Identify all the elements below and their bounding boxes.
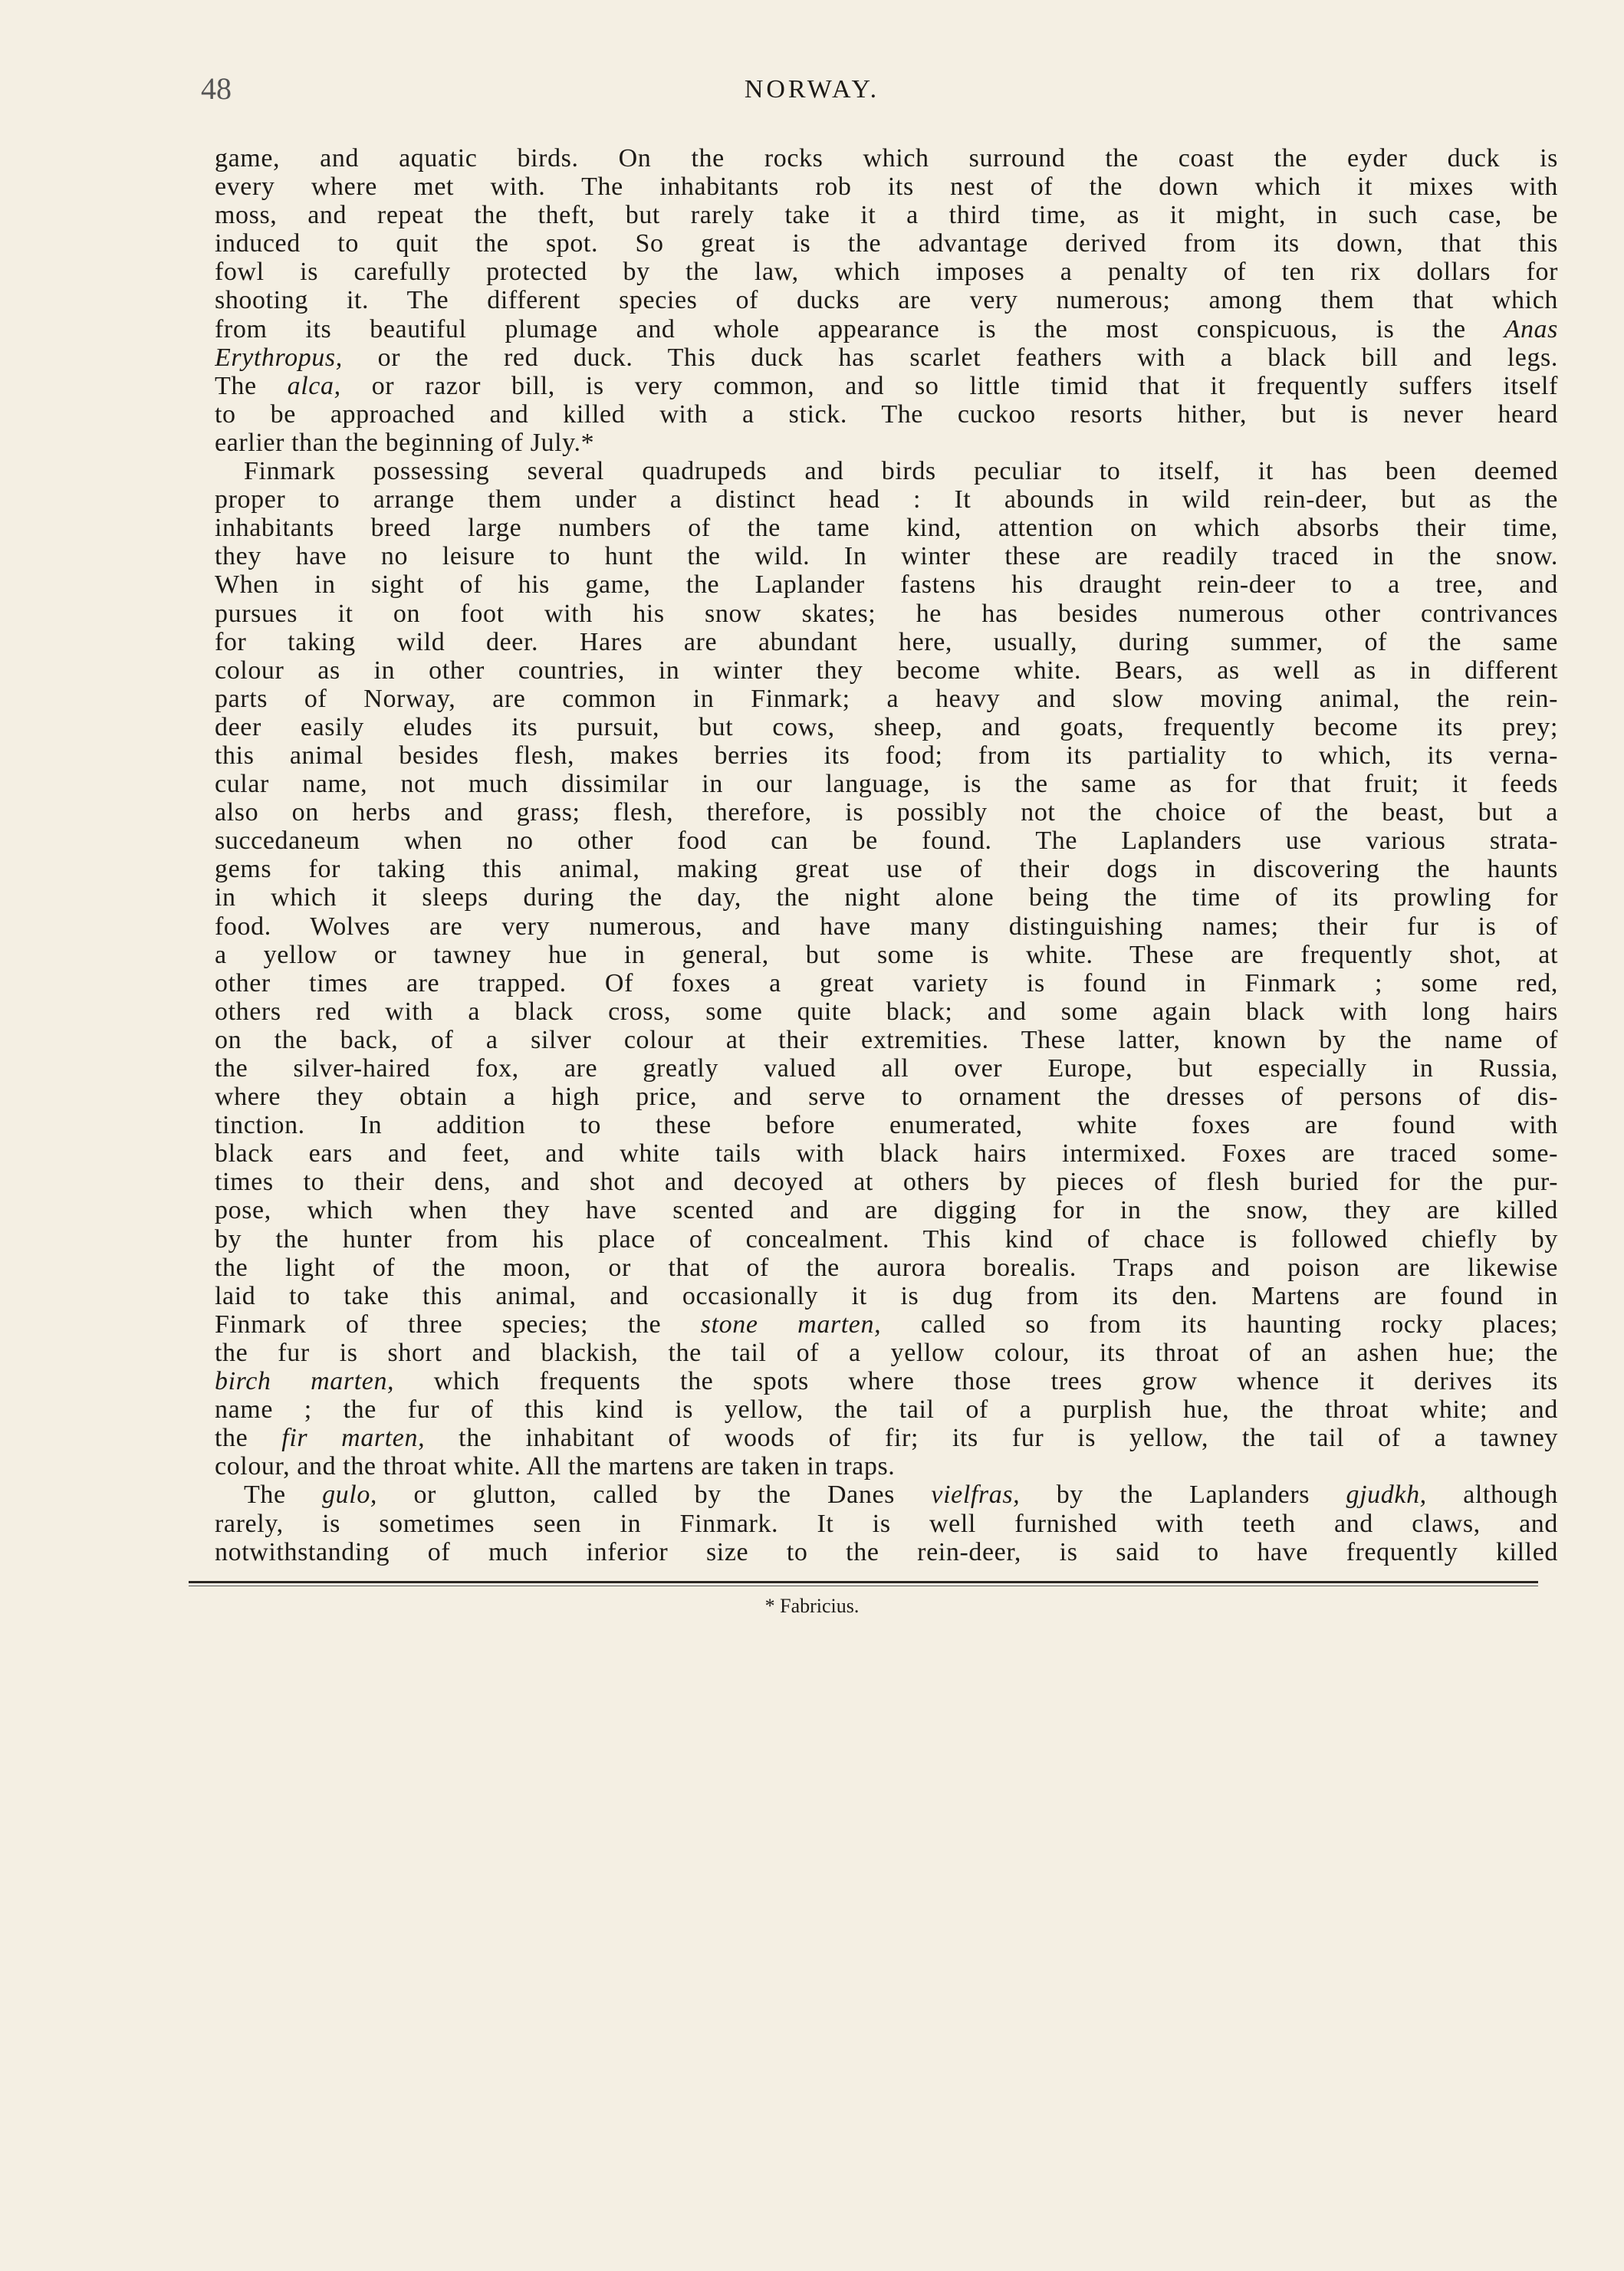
text-segment: parts of Norway, are common in Finmark; a heavy and slow moving animal, the rein-	[215, 684, 1558, 713]
text-line	[215, 1196, 1558, 1224]
text-line	[215, 1452, 1558, 1481]
text-line	[215, 542, 1558, 570]
text-segment: Finmark possessing several quadrupeds and birds peculiar to itself, it has been deemed	[244, 457, 1558, 486]
text-segment: rarely, is sometimes seen in Finmark. It is well furnished with teeth and claws, and	[215, 1509, 1558, 1538]
text-segment: game, and aquatic birds. On the rocks which surround the coast the eyder duck is	[215, 144, 1558, 173]
text-line	[215, 1510, 1558, 1538]
text-segment: where they obtain a high price, and serve to ornament the dresses of persons of dis-	[215, 1083, 1558, 1112]
italic-term: Erythropus,	[215, 343, 343, 372]
text-segment: proper to arrange them under a distinct head : It abounds in wild rein-deer, but as the	[215, 485, 1558, 514]
text-segment: on the back, of a silver colour at their extremities. These latter, known by the name of	[215, 1025, 1558, 1054]
text-segment: the silver-haired fox, are greatly valued all over Europe, but especially in Russia,	[215, 1054, 1558, 1083]
body-text	[215, 144, 1558, 1566]
text-segment: pose, which when they have scented and are digging for in the snow, they are killed	[215, 1196, 1558, 1225]
italic-term: stone marten,	[700, 1310, 882, 1339]
text-line	[215, 144, 1558, 173]
italic-term: gulo,	[322, 1481, 378, 1510]
text-line	[215, 343, 1558, 372]
text-line	[215, 912, 1558, 941]
text-line	[215, 485, 1558, 514]
text-segment: black ears and feet, and white tails with black hairs intermixed. Foxes are traced some-	[215, 1139, 1558, 1168]
text-segment: times to their dens, and shot and decoyed at others by pieces of flesh buried for the pur-	[215, 1168, 1558, 1197]
text-line	[215, 941, 1558, 969]
text-line	[215, 570, 1558, 599]
text-segment: When in sight of his game, the Laplander fastens his draught rein-deer to a tree, and	[215, 570, 1558, 600]
text-line	[215, 1282, 1558, 1310]
text-line	[215, 713, 1558, 741]
italic-term: gjudkh,	[1346, 1481, 1427, 1510]
text-line	[215, 685, 1558, 713]
running-title: NORWAY.	[744, 75, 880, 104]
italic-term: birch marten,	[215, 1367, 395, 1396]
text-segment: pursues it on foot with his snow skates; he has besides numerous other contrivances	[215, 599, 1558, 628]
text-line	[215, 258, 1558, 286]
text-segment: other times are trapped. Of foxes a great variety is found in Finmark ; some red,	[215, 968, 1558, 997]
text-segment: a yellow or tawney hue in general, but some is white. These are frequently shot, at	[215, 940, 1558, 969]
text-line	[215, 1481, 1558, 1509]
text-segment: also on herbs and grass; flesh, therefore, is possibly not the choice of the beast, but a	[215, 798, 1558, 827]
italic-term: alca,	[287, 371, 341, 400]
text-line	[215, 1367, 1558, 1395]
text-line	[215, 741, 1558, 770]
text-segment: for taking wild deer. Hares are abundant here, usually, during summer, of the same	[215, 627, 1558, 656]
text-segment: the inhabitant of woods of fir; its fur is yellow, the tail of a tawney	[425, 1424, 1558, 1453]
text-segment: laid to take this animal, and occasionally it is dug from its den. Martens are found in	[215, 1281, 1558, 1310]
text-line	[215, 1254, 1558, 1282]
text-segment: induced to quit the spot. So great is the advantage derived from its down, that this	[215, 229, 1558, 258]
text-segment: fowl is carefully protected by the law, which imposes a penalty of ten rix dollars for	[215, 258, 1558, 287]
text-segment: the	[215, 1424, 282, 1453]
text-line	[215, 400, 1558, 429]
text-segment: gems for taking this animal, making great use of their dogs in discovering the haunts	[215, 855, 1558, 884]
text-line	[215, 827, 1558, 855]
text-line	[215, 1310, 1558, 1339]
text-line	[215, 173, 1558, 201]
text-line	[215, 372, 1558, 400]
text-segment: which frequents the spots where those trees grow whence it derives its	[394, 1367, 1558, 1396]
text-line	[215, 855, 1558, 883]
text-segment: called so from its haunting rocky places;	[881, 1310, 1558, 1339]
text-line	[215, 600, 1558, 628]
text-segment: shooting it. The different species of ducks are very numerous; among them that which	[215, 286, 1558, 315]
text-line	[215, 798, 1558, 827]
text-segment: food. Wolves are very numerous, and have many distinguishing names; their fur is of	[215, 912, 1558, 941]
text-line	[215, 1054, 1558, 1083]
text-segment: The	[215, 371, 288, 400]
text-segment: in which it sleeps during the day, the night alone being the time of its prowling for	[215, 883, 1558, 912]
text-segment: name ; the fur of this kind is yellow, the tail of a purplish hue, the throat white; and	[215, 1395, 1558, 1425]
text-segment: cular name, not much dissimilar in our language, is the same as for that fruit; it feeds	[215, 770, 1558, 799]
text-line	[215, 286, 1558, 314]
text-line	[215, 429, 1558, 457]
italic-term: Anas	[1504, 314, 1558, 343]
text-line	[215, 1168, 1558, 1196]
text-line	[215, 1139, 1558, 1168]
text-line	[215, 201, 1558, 229]
text-line	[215, 514, 1558, 542]
text-line	[215, 1026, 1558, 1054]
text-segment: they have no leisure to hunt the wild. In winter these are readily traced in the snow.	[215, 542, 1558, 571]
text-segment: or the red duck. This duck has scarlet feathers with a black bill and legs.	[342, 343, 1558, 372]
text-line	[215, 1339, 1558, 1367]
text-segment: every where met with. The inhabitants rob its nest of the down which it mixes with	[215, 173, 1558, 202]
text-segment: colour, and the throat white. All the martens are taken in traps.	[215, 1452, 896, 1481]
text-segment: colour as in other countries, in winter they become white. Bears, as well as in different	[215, 656, 1558, 685]
italic-term: vielfras,	[931, 1481, 1021, 1510]
text-segment: inhabitants breed large numbers of the tame kind, attention on which absorbs their time,	[215, 514, 1558, 543]
text-line	[215, 1424, 1558, 1452]
text-segment: by the hunter from his place of concealment. This kind of chace is followed chiefly by	[215, 1224, 1558, 1254]
text-segment: by the Laplanders	[1020, 1481, 1346, 1510]
text-line	[215, 883, 1558, 912]
text-segment: although	[1426, 1481, 1558, 1510]
text-segment: succedaneum when no other food can be found. The Laplanders use various strata-	[215, 827, 1558, 856]
text-line	[215, 1538, 1558, 1566]
text-line	[215, 457, 1558, 485]
text-line	[215, 656, 1558, 685]
page-number: 48	[201, 71, 232, 106]
text-segment: tinction. In addition to these before enumerated, white foxes are found with	[215, 1111, 1558, 1140]
footnote: * Fabricius.	[764, 1595, 860, 1617]
text-segment: from its beautiful plumage and whole appearance is the most conspicuous, is the	[215, 314, 1504, 343]
text-segment: earlier than the beginning of July.*	[215, 428, 595, 457]
text-segment: to be approached and killed with a stick. The cuckoo resorts hither, but is never heard	[215, 399, 1558, 429]
text-line	[215, 969, 1558, 997]
text-line	[215, 770, 1558, 798]
text-segment: the fur is short and blackish, the tail of a yellow colour, its throat of an ashen hue; the	[215, 1338, 1558, 1367]
text-line	[215, 628, 1558, 656]
footnote-divider	[189, 1581, 1538, 1583]
text-segment: moss, and repeat the theft, but rarely take it a third time, as it might, in such case, be	[215, 201, 1558, 230]
text-segment: or glutton, called by the Danes	[377, 1481, 932, 1510]
text-segment: Finmark of three species; the	[215, 1310, 701, 1339]
text-segment: the light of the moon, or that of the aurora borealis. Traps and poison are likewise	[215, 1253, 1558, 1282]
text-line	[215, 1083, 1558, 1111]
text-segment: this animal besides flesh, makes berries its food; from its partiality to which, its verna-	[215, 741, 1558, 770]
italic-term: fir marten,	[281, 1424, 426, 1453]
text-segment: deer easily eludes its pursuit, but cows, sheep, and goats, frequently become its prey;	[215, 712, 1558, 741]
text-segment: notwithstanding of much inferior size to the rein-deer, is said to have frequently killed	[215, 1537, 1558, 1566]
text-line	[215, 1395, 1558, 1424]
text-segment: or razor bill, is very common, and so little timid that it frequently suffers itself	[340, 371, 1558, 400]
text-line	[215, 1111, 1558, 1139]
text-line	[215, 229, 1558, 258]
text-segment: others red with a black cross, some quite black; and some again black with long hairs	[215, 997, 1558, 1026]
text-line	[215, 315, 1558, 343]
text-line	[215, 997, 1558, 1026]
text-segment: The	[244, 1481, 323, 1510]
text-line	[215, 1225, 1558, 1254]
